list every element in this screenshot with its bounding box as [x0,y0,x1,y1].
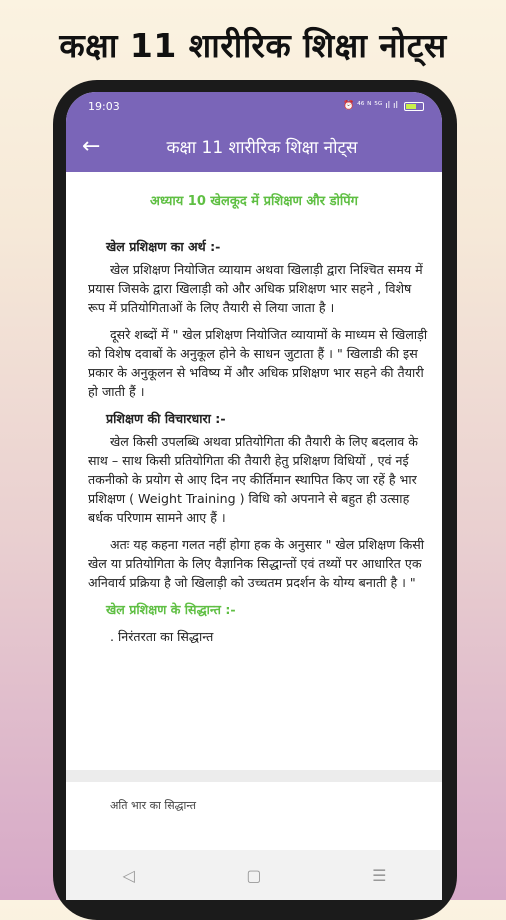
signal-icons: ⏰ ⁴⁶ ᴺ ⁵ᴳ ıl ıl [343,101,398,111]
battery-level [406,104,416,109]
next-section-peek: अति भार का सिद्धान्त [110,799,196,812]
nav-back-icon[interactable]: ◁ [122,865,135,885]
battery-icon [404,102,424,111]
app-bar-title: कक्षा 11 शारीरिक शिक्षा नोट्स [166,137,358,158]
section-heading-principles: खेल प्रशिक्षण के सिद्धान्त :- [106,602,236,617]
status-bar [66,92,442,120]
paragraph-2: दूसरे शब्दों में " खेल प्रशिक्षण नियोजित व्यायामों के माध्यम से खिलाड़ी को विशेष दवाबों के अनुकूल होने के साधन जुटाता हैं । " खिलाडी की इस प्रकार के अनुकूलन से भविष्य में और अधिक प्रशिक्षण भार सहने की तैयारी हो जाती हैं । [88,327,428,399]
system-nav-bar [66,850,442,900]
list-item: . निरंतरता का सिद्धान्त [110,629,214,644]
phone-screen [66,92,442,900]
paragraph-4: अतः यह कहना गलत नहीं होगा हक के अनुसार " खेल प्रशिक्षण किसी खेल या प्रतियोगिता के लिए वैज्ञानिक सिद्धान्तों एवं तथ्यों पर आधारित एक अनिवार्य प्रक्रिया है जो खिलाड़ी को उच्चतम प्रदर्शन के योग्य बनाती है । " [88,537,425,590]
nav-menu-icon[interactable]: ☰ [372,865,387,885]
chapter-title: अध्याय 10 खेलकूद में प्रशिक्षण और डोपिंग [150,194,358,209]
notes-content[interactable] [66,172,442,862]
app-bar [66,120,442,172]
paragraph-1: खेल प्रशिक्षण नियोजित व्यायाम अथवा खिलाड़ी द्वारा निश्चित समय में प्रयास जिसके द्वारा खिलाड़ी को और अधिक प्रशिक्षण भार सहने , विशेष रूप में प्रतियोगिताओं के लिए तैयारी से लिया जाता है । [88,262,423,315]
back-arrow-icon[interactable]: ← [82,133,101,159]
promo-title: कक्षा 11 शारीरिक शिक्षा नोट्स [59,26,447,65]
status-icons [343,101,424,111]
status-time: 19:03 [88,99,120,113]
section-heading-meaning: खेल प्रशिक्षण का अर्थ :- [106,239,221,254]
section-divider [66,770,442,782]
nav-home-icon[interactable]: ▢ [246,865,262,885]
section-heading-concept: प्रशिक्षण की विचारधारा :- [106,411,226,426]
paragraph-3: खेल किसी उपलब्धि अथवा प्रतियोगिता की तैयारी के लिए बदलाव के साथ – साथ किसी प्रतियोगिता की तैयारी हेतु प्रशिक्षण विधियों , एवं नई तकनीको के प्रयोग से आए दिन नए कीर्तिमान स्थापित किए जा रहें है भार प्रशिक्षण ( Weight Training ) विधि को अपनाने से बहुत ही उत्साह बर्धक परिणाम सामने आए हैं । [88,434,418,525]
